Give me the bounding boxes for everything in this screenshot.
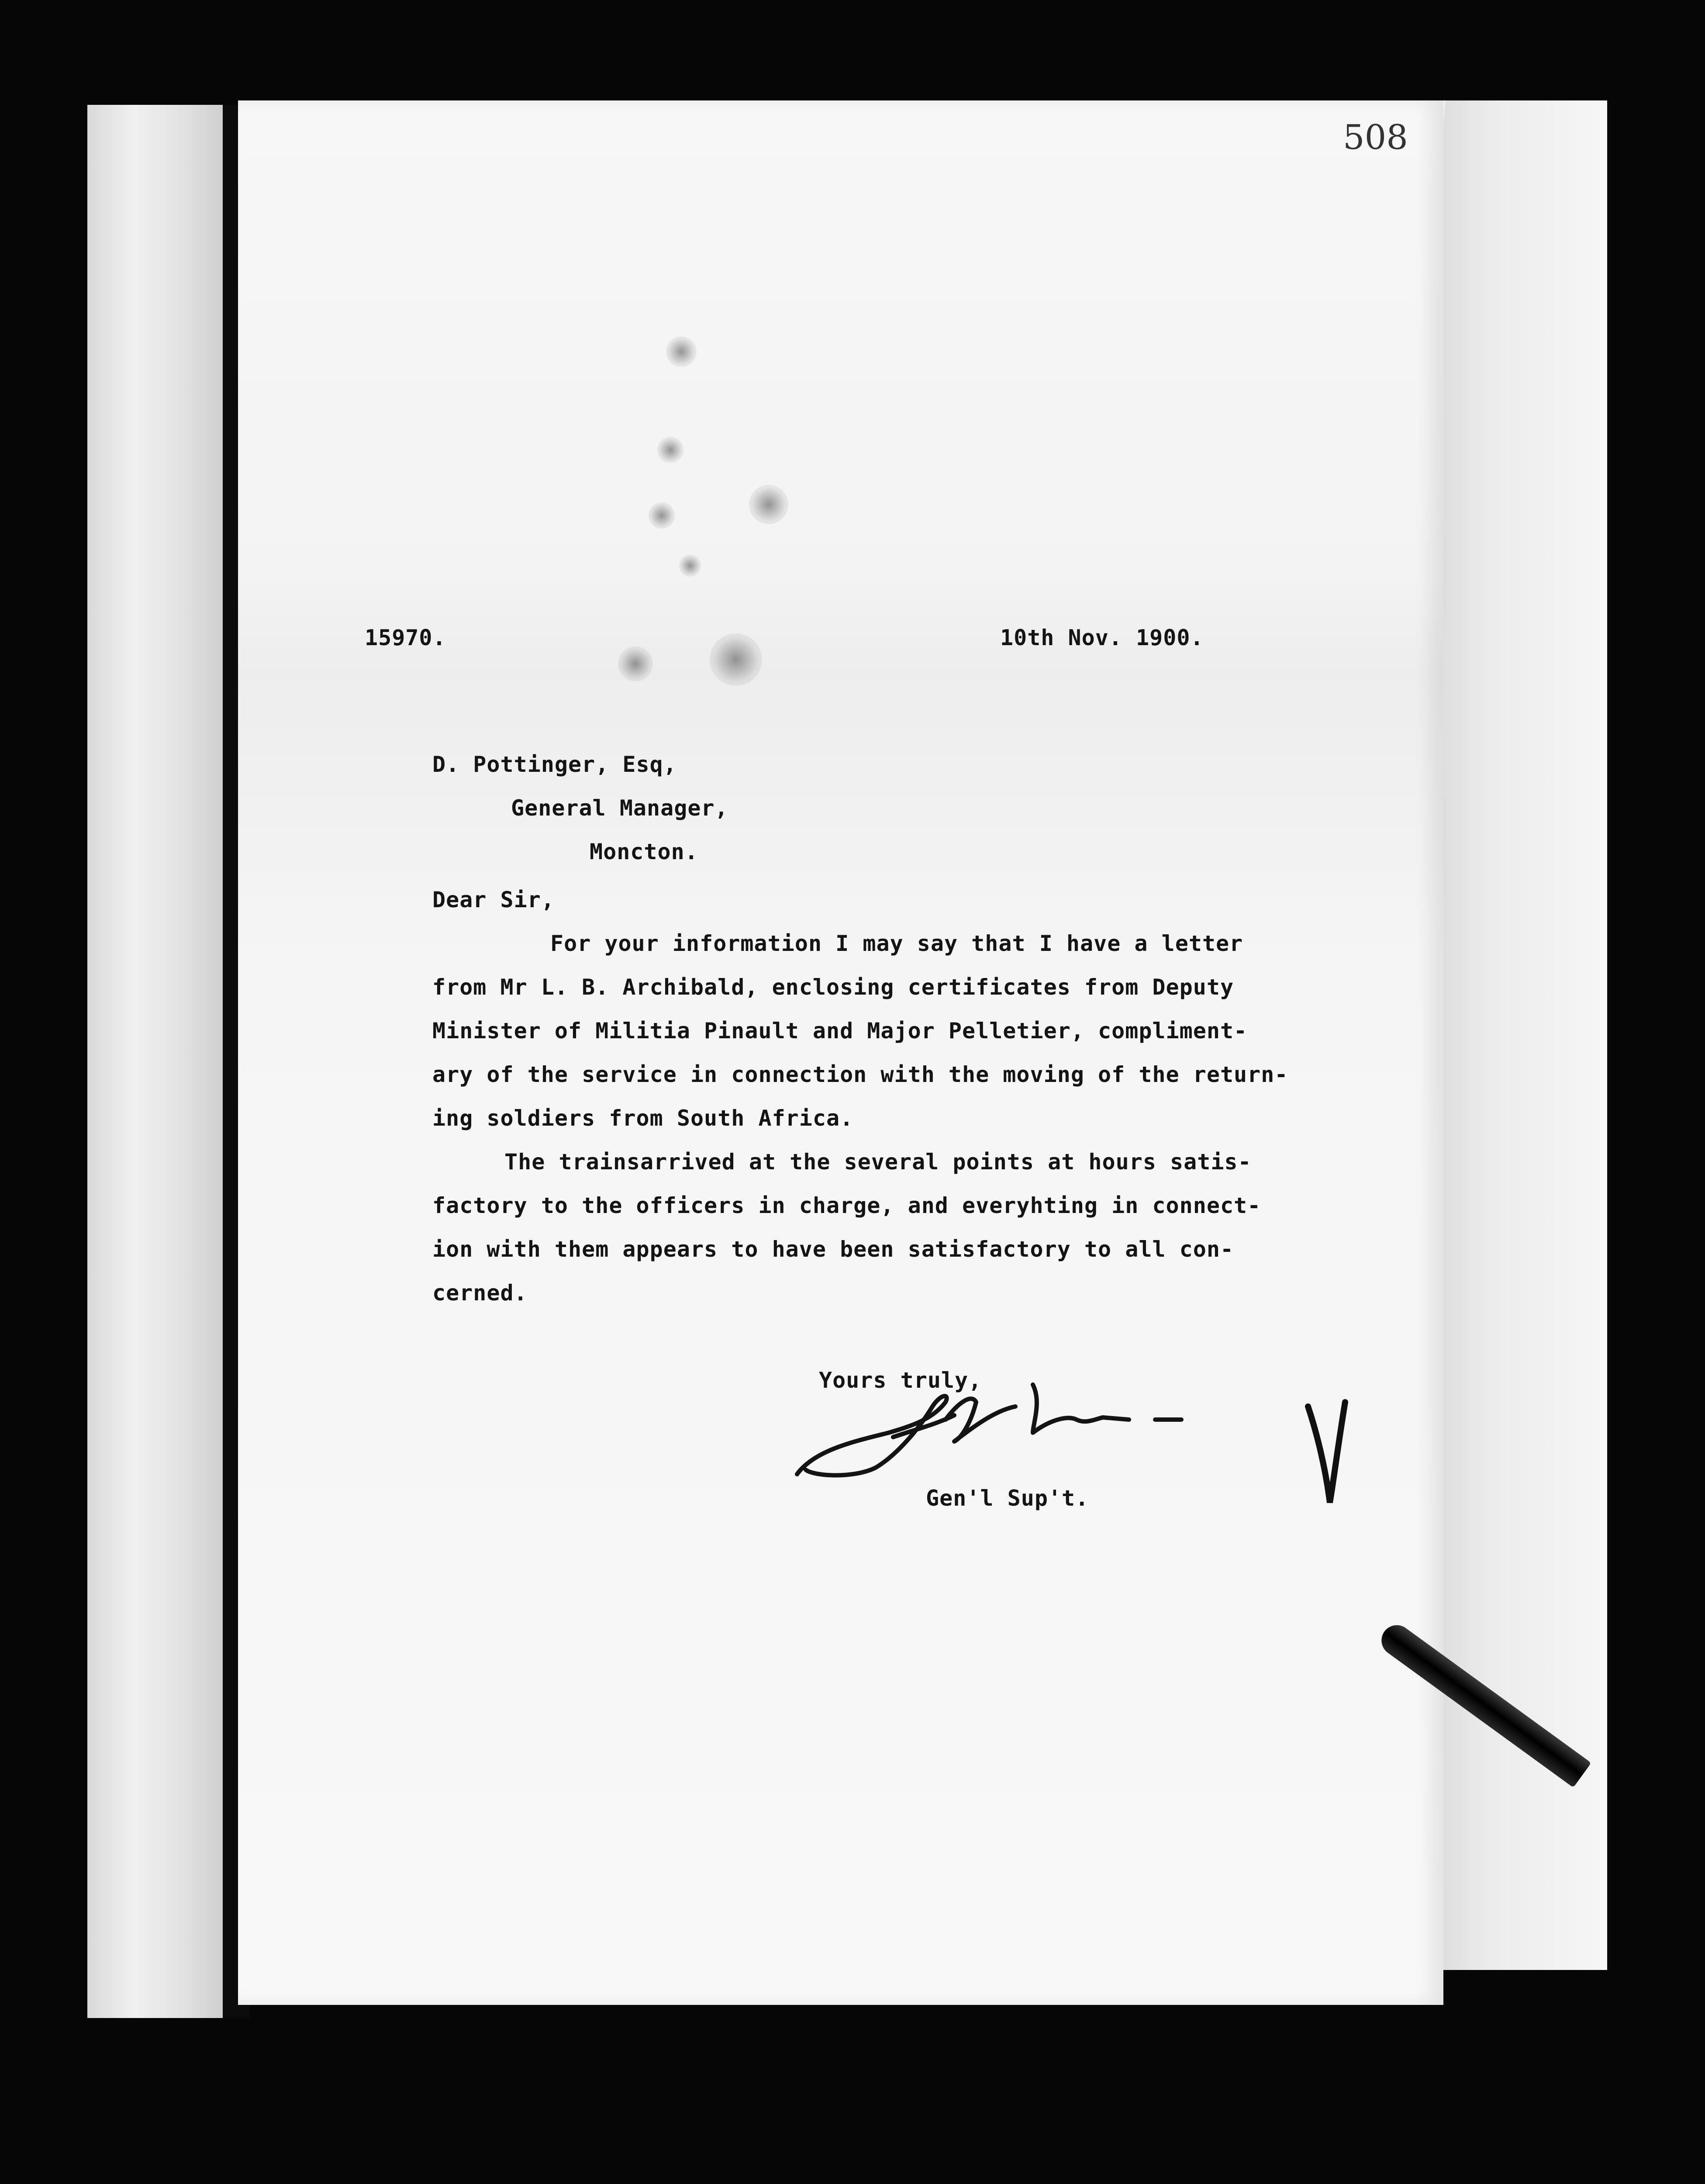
letter-date: 10th Nov. 1900. [1000, 625, 1204, 650]
recipient-city: Moncton. [590, 839, 698, 864]
ink-smudge [679, 555, 701, 577]
letter-page [238, 100, 1443, 2005]
ink-smudge [657, 437, 683, 463]
ink-smudge [618, 646, 653, 681]
file-number: 15970. [365, 625, 446, 650]
body-line: The trainsarrived at the several points at hours satis- [504, 1149, 1252, 1175]
body-line: ary of the service in connection with the moving of the return- [432, 1062, 1288, 1087]
signature-title: Gen'l Sup't. [926, 1486, 1089, 1511]
body-line: Minister of Militia Pinault and Major Pelletier, compliment- [432, 1018, 1248, 1044]
recipient-title: General Manager, [511, 795, 728, 821]
salutation: Dear Sir, [432, 887, 555, 912]
ink-smudge [649, 502, 675, 529]
body-line: factory to the officers in charge, and everyhting in connect- [432, 1193, 1261, 1218]
body-line: ion with them appears to have been satisfactory to all con- [432, 1237, 1234, 1262]
check-mark [1304, 1398, 1356, 1511]
ink-smudge [666, 336, 697, 367]
page-number: 508 [1343, 118, 1408, 157]
ink-smudge [749, 485, 788, 524]
left-page-strip [87, 105, 223, 2018]
body-line: ing soldiers from South Africa. [432, 1106, 854, 1131]
body-line: cerned. [432, 1280, 528, 1306]
ink-smudge [710, 633, 762, 686]
signature [788, 1376, 1234, 1481]
closing: Yours truly, [819, 1368, 982, 1393]
body-line: For your information I may say that I have a letter [550, 931, 1243, 956]
recipient-name: D. Pottinger, Esq, [432, 752, 677, 777]
body-line: from Mr L. B. Archibald, enclosing certificates from Deputy [432, 975, 1234, 1000]
